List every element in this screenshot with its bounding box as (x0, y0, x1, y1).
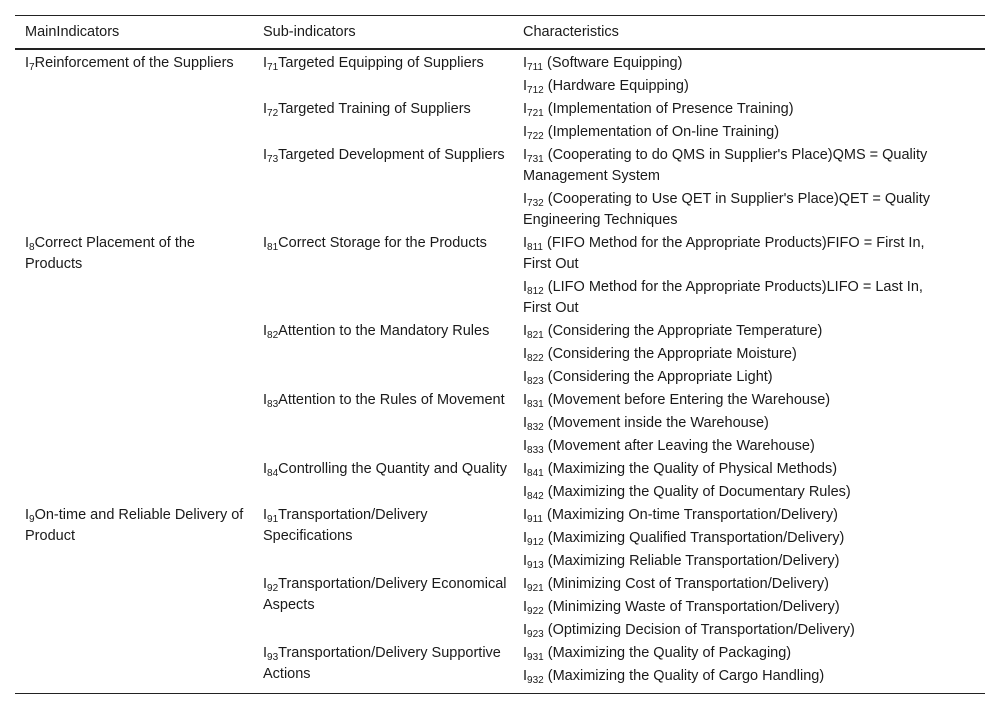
table-row (15, 49, 985, 99)
characteristic-item (523, 321, 955, 342)
code-letter: I (523, 668, 528, 684)
characteristic-item (523, 189, 955, 231)
characteristic (523, 622, 855, 638)
code-letter: I (523, 599, 528, 615)
code-letter: I (523, 235, 528, 251)
code-subscript: 921 (527, 583, 544, 594)
sub-indicator-cell (253, 505, 513, 574)
characteristic (523, 530, 844, 546)
sub-indicator-cell (253, 390, 513, 459)
code-letter: I (523, 147, 528, 163)
table-header (15, 16, 985, 50)
label-text: Reinforcement of the Suppliers (34, 55, 234, 71)
characteristic-item (523, 122, 955, 143)
characteristic (523, 323, 822, 339)
label-text: Correct Placement of the Products (25, 235, 195, 272)
characteristic (523, 438, 815, 454)
code-letter: I (523, 124, 528, 140)
characteristic-item (523, 413, 955, 434)
characteristics-cell (513, 574, 985, 643)
indicators-table (15, 15, 985, 694)
label-text: (Hardware Equipping) (543, 78, 689, 94)
characteristics-cell (513, 49, 985, 99)
sub-indicator-cell (253, 321, 513, 390)
label-text: (Optimizing Decision of Transportation/Delivery) (543, 622, 855, 638)
label-text: (Maximizing Qualified Transportation/Delivery) (543, 530, 845, 546)
characteristic (523, 484, 851, 500)
sub-indicator-cell (253, 145, 513, 233)
code-letter: I (25, 235, 30, 251)
characteristic (523, 55, 682, 71)
characteristics-cell (513, 145, 985, 233)
characteristic (523, 279, 923, 316)
table-row (15, 505, 985, 574)
characteristic-item (523, 436, 955, 457)
characteristic-item (523, 505, 955, 526)
sub-indicator-cell (253, 233, 513, 321)
code-subscript: 812 (527, 286, 544, 297)
main-indicator-cell (15, 49, 253, 233)
characteristics-cell (513, 321, 985, 390)
characteristics-cell (513, 459, 985, 505)
code-subscript: 823 (527, 376, 544, 387)
code-subscript: 841 (527, 468, 544, 479)
code-letter: I (523, 576, 528, 592)
label-text: Attention to the Rules of Movement (278, 392, 505, 408)
sub-indicator (263, 461, 507, 477)
characteristic-item (523, 145, 955, 187)
code-letter: I (263, 507, 268, 523)
code-letter: I (523, 438, 528, 454)
code-subscript: 911 (527, 514, 543, 525)
code-subscript: 732 (527, 198, 544, 209)
code-letter: I (523, 645, 528, 661)
label-text: (Implementation of Presence Training) (543, 101, 794, 117)
sub-indicator-cell (253, 643, 513, 694)
label-text: Targeted Equipping of Suppliers (278, 55, 484, 71)
label-text: (Maximizing On-time Transportation/Delivery) (542, 507, 838, 523)
code-subscript: 71 (267, 62, 279, 73)
label-text: (Cooperating to Use QET in Supplier's Place)QET = Quality Engineering Techniques (523, 191, 930, 228)
code-letter: I (523, 101, 528, 117)
characteristic-item (523, 277, 955, 319)
characteristic (523, 101, 794, 117)
code-letter: I (523, 346, 528, 362)
characteristic-item (523, 643, 955, 664)
characteristics-cell (513, 643, 985, 694)
code-letter: I (263, 55, 268, 71)
code-subscript: 923 (527, 629, 544, 640)
code-letter: I (523, 279, 528, 295)
label-text: (Maximizing the Quality of Cargo Handling) (543, 668, 825, 684)
sub-indicator-cell (253, 49, 513, 99)
characteristics-cell (513, 99, 985, 145)
code-subscript: 822 (527, 353, 544, 364)
label-text: (Maximizing Reliable Transportation/Delivery) (543, 553, 840, 569)
code-letter: I (263, 576, 268, 592)
characteristic (523, 415, 769, 431)
code-subscript: 91 (267, 514, 279, 525)
characteristic-item (523, 344, 955, 365)
sub-indicator (263, 507, 428, 544)
characteristic (523, 668, 824, 684)
characteristic (523, 576, 829, 592)
sub-indicator (263, 101, 471, 117)
label-text: (Maximizing the Quality of Physical Methods) (543, 461, 838, 477)
label-text: (Maximizing the Quality of Packaging) (543, 645, 792, 661)
code-subscript: 84 (267, 468, 279, 479)
code-subscript: 731 (527, 154, 544, 165)
characteristic (523, 346, 797, 362)
characteristic (523, 124, 779, 140)
sub-indicator (263, 392, 505, 408)
label-text: (LIFO Method for the Appropriate Products)LIFO = Last In, First Out (523, 279, 923, 316)
characteristic (523, 235, 925, 272)
characteristic (523, 461, 837, 477)
characteristic-item (523, 367, 955, 388)
code-letter: I (263, 323, 268, 339)
code-subscript: 9 (29, 514, 35, 525)
label-text: Correct Storage for the Products (278, 235, 487, 251)
label-text: Transportation/Delivery Economical Aspects (263, 576, 507, 613)
characteristic-item (523, 597, 955, 618)
label-text: (Movement inside the Warehouse) (543, 415, 769, 431)
label-text: (Considering the Appropriate Light) (543, 369, 773, 385)
header-sub-indicators: Sub-indicators (263, 24, 356, 40)
header-characteristics: Characteristics (523, 24, 619, 40)
code-subscript: 81 (267, 242, 279, 253)
main-indicator (25, 235, 195, 272)
characteristic (523, 369, 773, 385)
label-text: (Movement after Leaving the Warehouse) (543, 438, 815, 454)
characteristic-item (523, 528, 955, 549)
characteristic (523, 507, 838, 523)
code-subscript: 711 (527, 62, 543, 73)
characteristic-item (523, 574, 955, 595)
code-subscript: 712 (527, 85, 544, 96)
characteristic-item (523, 482, 955, 503)
sub-indicator (263, 147, 505, 163)
code-subscript: 832 (527, 422, 544, 433)
sub-indicator (263, 55, 484, 71)
label-text: Targeted Development of Suppliers (278, 147, 505, 163)
sub-indicator (263, 323, 489, 339)
label-text: (Software Equipping) (542, 55, 683, 71)
characteristic-item (523, 233, 955, 275)
characteristic-item (523, 99, 955, 120)
label-text: (Minimizing Waste of Transportation/Delivery) (543, 599, 840, 615)
code-subscript: 913 (527, 560, 544, 571)
characteristic (523, 147, 927, 184)
characteristic-item (523, 551, 955, 572)
code-subscript: 8 (29, 242, 35, 253)
code-letter: I (523, 78, 528, 94)
code-letter: I (263, 461, 268, 477)
characteristic-item (523, 53, 955, 74)
characteristic (523, 553, 839, 569)
code-letter: I (263, 392, 268, 408)
code-letter: I (523, 191, 528, 207)
label-text: Controlling the Quantity and Quality (278, 461, 508, 477)
code-letter: I (523, 55, 528, 71)
code-letter: I (263, 147, 268, 163)
code-subscript: 92 (267, 583, 279, 594)
code-subscript: 73 (267, 154, 279, 165)
characteristics-cell (513, 233, 985, 321)
code-letter: I (263, 235, 268, 251)
characteristic-item (523, 76, 955, 97)
code-subscript: 721 (527, 108, 544, 119)
code-subscript: 831 (527, 399, 544, 410)
code-letter: I (523, 369, 528, 385)
characteristic (523, 78, 689, 94)
sub-indicator (263, 576, 507, 613)
table-body (15, 49, 985, 694)
label-text: Transportation/Delivery Specifications (263, 507, 428, 544)
sub-indicator (263, 235, 487, 251)
label-text: Attention to the Mandatory Rules (278, 323, 490, 339)
main-indicator (25, 507, 243, 544)
code-subscript: 7 (29, 62, 35, 73)
code-letter: I (523, 507, 528, 523)
label-text: (Minimizing Cost of Transportation/Delivery) (543, 576, 829, 592)
code-letter: I (523, 392, 528, 408)
characteristic-item (523, 666, 955, 687)
table-row (15, 233, 985, 321)
code-subscript: 833 (527, 445, 544, 456)
code-letter: I (523, 323, 528, 339)
characteristics-cell (513, 390, 985, 459)
sub-indicator-cell (253, 459, 513, 505)
code-subscript: 912 (527, 537, 544, 548)
code-letter: I (523, 553, 528, 569)
header-main-indicators: MainIndicators (25, 24, 120, 40)
characteristic-item (523, 459, 955, 480)
code-letter: I (25, 55, 30, 71)
characteristic (523, 599, 840, 615)
label-text: On-time and Reliable Delivery of Product (25, 507, 244, 544)
label-text: (Considering the Appropriate Temperature) (543, 323, 823, 339)
label-text: Transportation/Delivery Supportive Actions (263, 645, 501, 682)
code-letter: I (523, 415, 528, 431)
code-subscript: 82 (267, 330, 279, 341)
code-subscript: 931 (527, 652, 544, 663)
label-text: (Cooperating to do QMS in Supplier's Place)QMS = Quality Management System (523, 147, 928, 184)
code-subscript: 83 (267, 399, 279, 410)
code-subscript: 93 (267, 652, 279, 663)
code-letter: I (25, 507, 30, 523)
characteristic-item (523, 620, 955, 641)
characteristic (523, 645, 791, 661)
characteristic (523, 191, 930, 228)
code-letter: I (523, 461, 528, 477)
characteristic-item (523, 390, 955, 411)
main-indicator-cell (15, 505, 253, 694)
code-subscript: 72 (267, 108, 279, 119)
code-letter: I (523, 530, 528, 546)
main-indicator-cell (15, 233, 253, 505)
code-letter: I (263, 101, 268, 117)
sub-indicator (263, 645, 501, 682)
label-text: (Implementation of On-line Training) (543, 124, 780, 140)
code-subscript: 821 (527, 330, 544, 341)
label-text: (Considering the Appropriate Moisture) (543, 346, 797, 362)
code-subscript: 811 (527, 242, 543, 253)
characteristics-cell (513, 505, 985, 574)
label-text: Targeted Training of Suppliers (278, 101, 471, 117)
code-letter: I (263, 645, 268, 661)
code-subscript: 722 (527, 131, 544, 142)
label-text: (FIFO Method for the Appropriate Products)FIFO = First In, First Out (523, 235, 925, 272)
sub-indicator-cell (253, 99, 513, 145)
main-indicator (25, 55, 234, 71)
sub-indicator-cell (253, 574, 513, 643)
characteristic (523, 392, 830, 408)
label-text: (Movement before Entering the Warehouse) (543, 392, 831, 408)
code-subscript: 932 (527, 675, 544, 686)
code-letter: I (523, 484, 528, 500)
header-row (15, 16, 985, 50)
code-letter: I (523, 622, 528, 638)
label-text: (Maximizing the Quality of Documentary Rules) (543, 484, 851, 500)
code-subscript: 842 (527, 491, 544, 502)
code-subscript: 922 (527, 606, 544, 617)
